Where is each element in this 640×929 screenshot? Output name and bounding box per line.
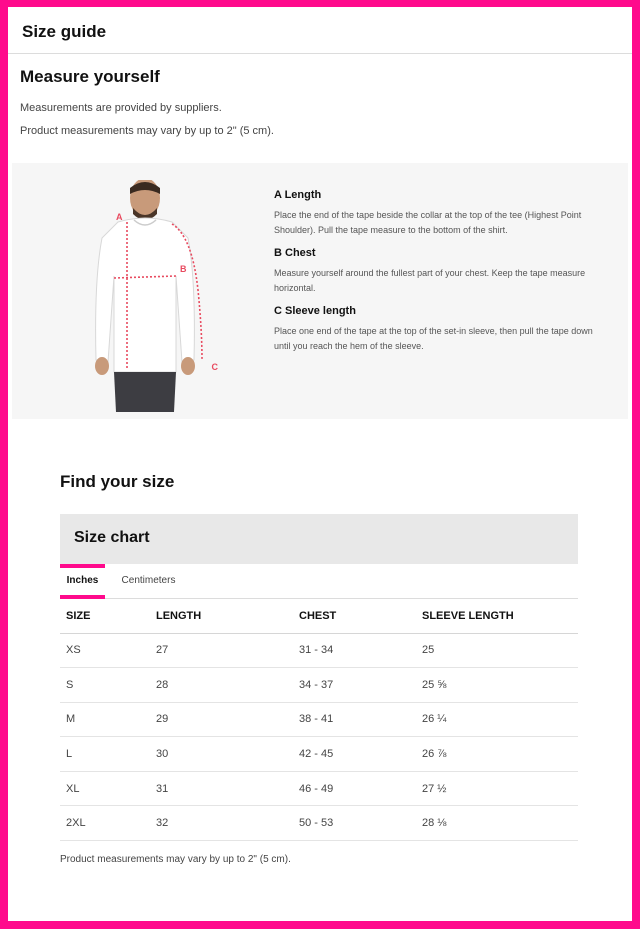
size-guide-sheet bbox=[8, 7, 632, 921]
sleeve-cell: 26 ¼ bbox=[416, 702, 578, 737]
chest-cell: 38 - 41 bbox=[293, 702, 416, 737]
page-title: Size guide bbox=[22, 22, 107, 41]
column-header: LENGTH bbox=[150, 599, 293, 633]
find-size-heading: Find your size bbox=[60, 472, 175, 491]
sleeve-cell: 25 ⅝ bbox=[416, 668, 578, 703]
label-b: B bbox=[180, 264, 187, 274]
chest-cell: 34 - 37 bbox=[293, 668, 416, 703]
table-header-row bbox=[60, 599, 578, 633]
column-header: SLEEVE LENGTH bbox=[416, 599, 578, 633]
size-cell: XL bbox=[60, 771, 150, 806]
measure-heading: Measure yourself bbox=[20, 67, 160, 86]
unit-tabs bbox=[60, 564, 578, 599]
shirt-body bbox=[96, 218, 195, 372]
table-row bbox=[60, 806, 578, 841]
model-hand-left bbox=[95, 357, 109, 375]
step-chest bbox=[274, 247, 610, 296]
size-chart-header bbox=[60, 514, 578, 564]
tab-inches[interactable]: Inches bbox=[60, 564, 105, 599]
table-row bbox=[60, 633, 578, 668]
size-cell: XS bbox=[60, 633, 150, 668]
measurement-steps bbox=[274, 189, 610, 363]
column-header: CHEST bbox=[293, 599, 416, 633]
table-row bbox=[60, 668, 578, 703]
chest-cell: 46 - 49 bbox=[293, 771, 416, 806]
column-header: SIZE bbox=[60, 599, 150, 633]
measurement-panel bbox=[12, 163, 628, 419]
chest-cell: 42 - 45 bbox=[293, 737, 416, 772]
step-title: A Length bbox=[274, 189, 322, 201]
length-cell: 32 bbox=[150, 806, 293, 841]
intro-line: Measurements are provided by suppliers. bbox=[20, 102, 222, 114]
chest-cell: 50 - 53 bbox=[293, 806, 416, 841]
label-a: A bbox=[116, 212, 123, 222]
sleeve-cell: 25 bbox=[416, 633, 578, 668]
size-cell: M bbox=[60, 702, 150, 737]
step-text: Measure yourself around the fullest part of your chest. Keep the tape measure horizontal. bbox=[274, 268, 586, 293]
step-text: Place the end of the tape beside the collar at the top of the tee (Highest Point Shoulder). Pull the tape measure to the bottom of the shirt. bbox=[274, 210, 582, 235]
table-row bbox=[60, 771, 578, 806]
model-jeans bbox=[114, 372, 176, 412]
size-table bbox=[60, 599, 578, 841]
length-cell: 30 bbox=[150, 737, 293, 772]
sleeve-cell: 26 ⅞ bbox=[416, 737, 578, 772]
length-cell: 29 bbox=[150, 702, 293, 737]
step-sleeve bbox=[274, 305, 610, 354]
step-text: Place one end of the tape at the top of the set-in sleeve, then pull the tape down until you reach the hem of the sleeve. bbox=[274, 326, 593, 351]
size-cell: L bbox=[60, 737, 150, 772]
length-cell: 31 bbox=[150, 771, 293, 806]
size-cell: S bbox=[60, 668, 150, 703]
chest-cell: 31 - 34 bbox=[293, 633, 416, 668]
size-cell: 2XL bbox=[60, 806, 150, 841]
table-row bbox=[60, 702, 578, 737]
label-c: C bbox=[211, 362, 218, 372]
find-size-section bbox=[60, 472, 578, 865]
intro-line: Product measurements may vary by up to 2" (5 cm). bbox=[20, 125, 274, 137]
model-illustration bbox=[70, 180, 220, 412]
sleeve-cell: 28 ⅛ bbox=[416, 806, 578, 841]
model-hand-right bbox=[181, 357, 195, 375]
table-row bbox=[60, 737, 578, 772]
shirt-diagram bbox=[70, 180, 220, 412]
step-title: C Sleeve length bbox=[274, 305, 356, 317]
tab-centimeters[interactable]: Centimeters bbox=[121, 575, 176, 586]
intro-section bbox=[8, 54, 632, 137]
length-cell: 27 bbox=[150, 633, 293, 668]
step-length bbox=[274, 189, 610, 238]
header-bar bbox=[8, 7, 632, 54]
sleeve-cell: 27 ½ bbox=[416, 771, 578, 806]
step-title: B Chest bbox=[274, 247, 316, 259]
measurement-footnote: Product measurements may vary by up to 2" (5 cm). bbox=[60, 854, 291, 866]
size-chart-title: Size chart bbox=[74, 529, 150, 546]
length-cell: 28 bbox=[150, 668, 293, 703]
